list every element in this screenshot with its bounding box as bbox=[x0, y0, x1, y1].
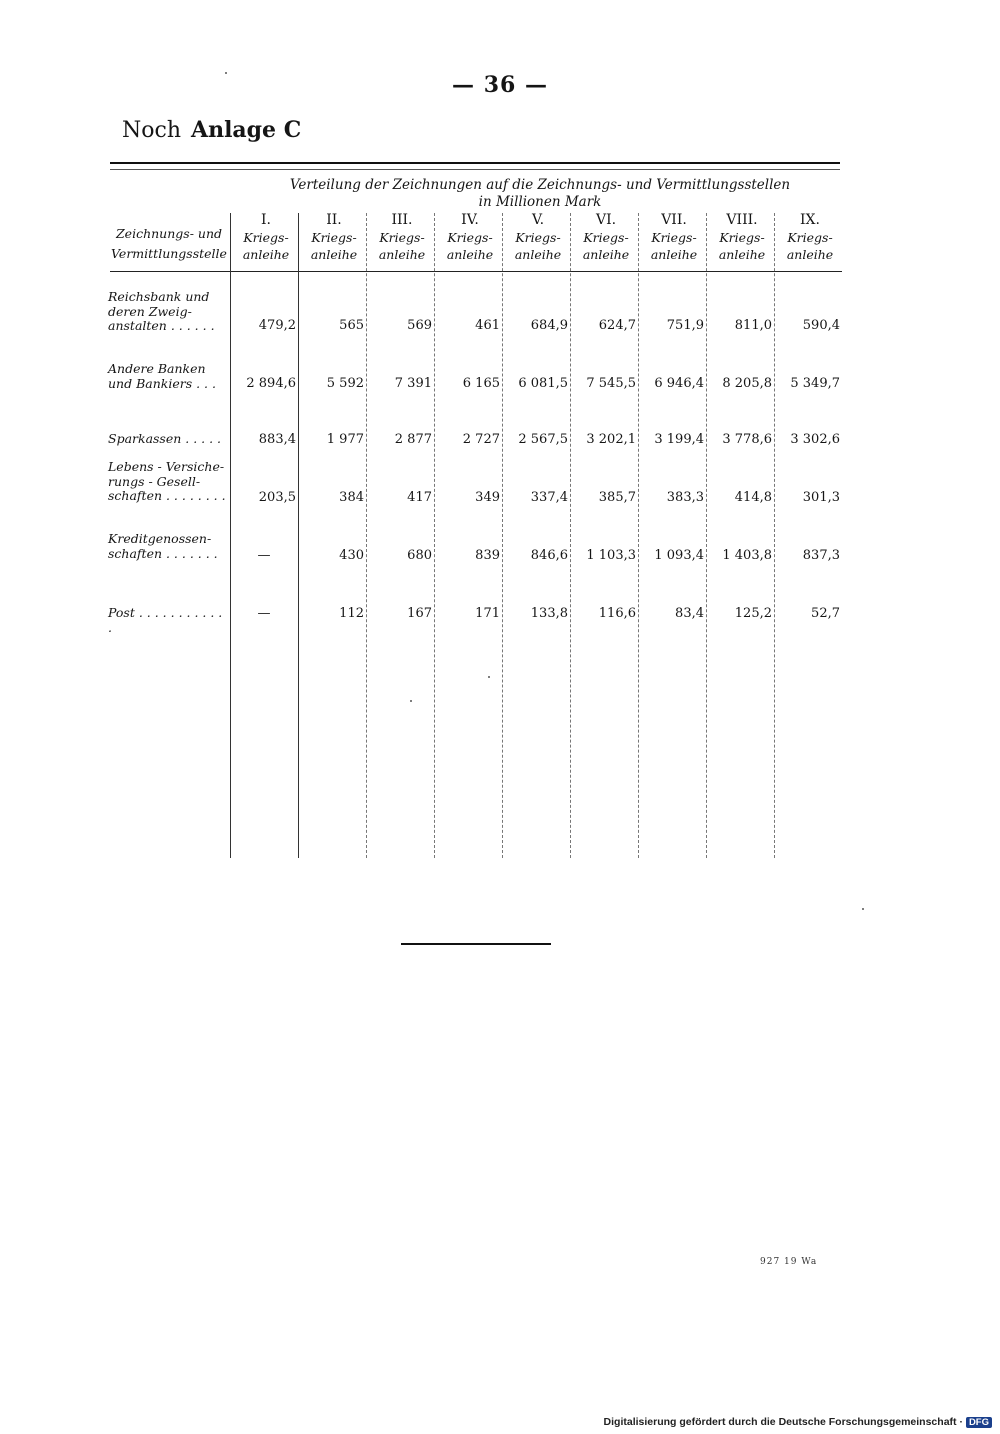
table-caption-line1: Verteilung der Zeichnungen auf die Zeichnungs- und Vermittlungsstellen bbox=[289, 177, 791, 193]
column-header-num: IV. bbox=[461, 212, 479, 228]
table-cell: 125,2 bbox=[734, 606, 772, 621]
table-cell: 751,9 bbox=[666, 318, 704, 333]
table-cell: 167 bbox=[407, 606, 432, 621]
table-cell: 846,6 bbox=[530, 548, 568, 563]
column-header-line2: anleihe bbox=[310, 247, 358, 262]
table-cell: 565 bbox=[339, 318, 364, 333]
table-cell: 3 199,4 bbox=[654, 432, 704, 447]
row-label-line: anstalten . . . . . . bbox=[108, 318, 215, 333]
column-header-line1: Kriegs- bbox=[651, 230, 697, 245]
table-cell: 3 778,6 bbox=[722, 432, 772, 447]
table-cell: 883,4 bbox=[258, 432, 296, 447]
table-cell: — bbox=[257, 606, 271, 621]
digitization-credit bbox=[604, 1416, 992, 1428]
row-label bbox=[108, 290, 226, 334]
column-divider bbox=[774, 213, 775, 858]
table-cell: 2 894,6 bbox=[246, 376, 296, 391]
printer-mark: 927 19 Wa bbox=[760, 1257, 818, 1267]
table-cell: 112 bbox=[339, 606, 364, 621]
row-header-label bbox=[108, 224, 230, 264]
section-heading bbox=[122, 117, 301, 143]
row-label-line: Reichsbank und bbox=[108, 289, 210, 304]
column-header bbox=[368, 212, 436, 263]
table-cell: 1 977 bbox=[326, 432, 364, 447]
table-cell: 6 165 bbox=[462, 376, 500, 391]
row-label bbox=[108, 432, 226, 447]
row-label bbox=[108, 460, 226, 504]
table-cell: 301,3 bbox=[802, 490, 840, 505]
column-header-num: I. bbox=[261, 212, 271, 228]
table-cell: 171 bbox=[475, 606, 500, 621]
column-header bbox=[776, 212, 844, 263]
column-header-line1: Kriegs- bbox=[311, 230, 357, 245]
page-number: — 36 — bbox=[452, 72, 548, 98]
table-cell: 837,3 bbox=[802, 548, 840, 563]
row-label-line: Post . . . . . . . . . . . . bbox=[108, 605, 223, 635]
row-label-line: Andere Banken bbox=[108, 361, 206, 376]
table-cell: 430 bbox=[339, 548, 364, 563]
table-cell: 479,2 bbox=[258, 318, 296, 333]
table-cell: 569 bbox=[407, 318, 432, 333]
table-cell: 1 403,8 bbox=[722, 548, 772, 563]
table-cell: 1 103,3 bbox=[586, 548, 636, 563]
column-header bbox=[504, 212, 572, 263]
table-cell: 6 946,4 bbox=[654, 376, 704, 391]
row-label bbox=[108, 362, 226, 391]
column-header-num: IX. bbox=[800, 212, 820, 228]
heading-prefix: Noch bbox=[122, 118, 181, 143]
table-top-rule-thin bbox=[110, 169, 840, 170]
column-divider bbox=[298, 213, 299, 858]
table-cell: 684,9 bbox=[530, 318, 568, 333]
paper-speck bbox=[410, 700, 412, 702]
column-header bbox=[640, 212, 708, 263]
column-divider bbox=[706, 213, 707, 858]
table-cell: 1 093,4 bbox=[654, 548, 704, 563]
row-header-line1: Zeichnungs- und bbox=[116, 226, 222, 241]
table-cell: 461 bbox=[475, 318, 500, 333]
table-cell: 203,5 bbox=[258, 490, 296, 505]
column-header bbox=[572, 212, 640, 263]
table-cell: 2 877 bbox=[394, 432, 432, 447]
column-divider bbox=[230, 213, 231, 858]
column-header-line2: anleihe bbox=[786, 247, 834, 262]
table-cell: 590,4 bbox=[802, 318, 840, 333]
column-header-line2: anleihe bbox=[378, 247, 426, 262]
credit-text: Digitalisierung gefördert durch die Deutsche Forschungsgemeinschaft · bbox=[603, 1416, 963, 1428]
column-header-num: III. bbox=[391, 212, 413, 228]
column-header-num: VI. bbox=[595, 212, 617, 228]
table-cell: 3 202,1 bbox=[586, 432, 636, 447]
row-label-line: Lebens - Versiche- bbox=[108, 459, 225, 474]
table-caption-line2: in Millionen Mark bbox=[478, 194, 602, 210]
column-header-line1: Kriegs- bbox=[583, 230, 629, 245]
column-header-line2: anleihe bbox=[582, 247, 630, 262]
table-cell: 3 302,6 bbox=[790, 432, 840, 447]
column-header-line1: Kriegs- bbox=[243, 230, 289, 245]
table-cell: 5 592 bbox=[326, 376, 364, 391]
table-cell: 2 727 bbox=[462, 432, 500, 447]
table-cell: — bbox=[257, 548, 271, 563]
table-cell: 83,4 bbox=[675, 606, 704, 621]
table-cell: 811,0 bbox=[734, 318, 772, 333]
paper-speck bbox=[225, 72, 227, 74]
table-cell: 6 081,5 bbox=[518, 376, 568, 391]
table-cell: 417 bbox=[407, 490, 432, 505]
table-cell: 383,3 bbox=[666, 490, 704, 505]
table-cell: 680 bbox=[407, 548, 432, 563]
column-header-line2: anleihe bbox=[242, 247, 290, 262]
column-header-num: II. bbox=[326, 212, 342, 228]
column-divider bbox=[366, 213, 367, 858]
table-cell: 337,4 bbox=[530, 490, 568, 505]
column-header-line1: Kriegs- bbox=[719, 230, 765, 245]
row-label-line: Sparkassen . . . . . bbox=[108, 431, 222, 446]
table-top-rule bbox=[110, 162, 840, 164]
column-header-line2: anleihe bbox=[650, 247, 698, 262]
column-divider bbox=[570, 213, 571, 858]
row-label-line: schaften . . . . . . . bbox=[108, 545, 218, 561]
column-header-num: V. bbox=[531, 212, 545, 228]
table-cell: 414,8 bbox=[734, 490, 772, 505]
table-cell: 5 349,7 bbox=[790, 376, 840, 391]
column-header-line1: Kriegs- bbox=[447, 230, 493, 245]
column-header-line2: anleihe bbox=[718, 247, 766, 262]
table-cell: 385,7 bbox=[598, 490, 636, 505]
row-label-line: rungs - Gesell- bbox=[108, 473, 201, 489]
table-cell: 7 545,5 bbox=[586, 376, 636, 391]
table-cell: 8 205,8 bbox=[722, 376, 772, 391]
column-header-line2: anleihe bbox=[446, 247, 494, 262]
column-header bbox=[232, 212, 300, 263]
column-header-line1: Kriegs- bbox=[379, 230, 425, 245]
column-header bbox=[436, 212, 504, 263]
paper-speck bbox=[488, 676, 490, 678]
column-header-num: VII. bbox=[661, 212, 687, 228]
closing-rule bbox=[401, 943, 551, 945]
row-label bbox=[108, 532, 226, 561]
column-divider bbox=[638, 213, 639, 858]
dfg-logo-badge: DFG bbox=[966, 1417, 992, 1428]
column-header bbox=[708, 212, 776, 263]
table-cell: 116,6 bbox=[598, 606, 636, 621]
table-caption bbox=[235, 177, 845, 211]
row-header-line2: Vermittlungsstelle bbox=[111, 246, 227, 261]
paper-speck bbox=[862, 908, 864, 910]
header-rule bbox=[110, 271, 842, 272]
table-cell: 384 bbox=[339, 490, 364, 505]
row-label-line: deren Zweig- bbox=[108, 303, 192, 319]
table-cell: 2 567,5 bbox=[518, 432, 568, 447]
column-header-line2: anleihe bbox=[514, 247, 562, 262]
column-header-num: VIII. bbox=[726, 212, 758, 228]
column-header-line1: Kriegs- bbox=[787, 230, 833, 245]
column-divider bbox=[434, 213, 435, 858]
row-label-line: Kreditgenossen- bbox=[108, 531, 212, 546]
table-cell: 133,8 bbox=[530, 606, 568, 621]
row-label-line: und Bankiers . . . bbox=[108, 375, 216, 391]
row-label-line: schaften . . . . . . . . bbox=[108, 488, 226, 503]
table-cell: 839 bbox=[475, 548, 500, 563]
row-label bbox=[108, 606, 226, 635]
table-cell: 624,7 bbox=[598, 318, 636, 333]
table-cell: 7 391 bbox=[394, 376, 432, 391]
table-cell: 349 bbox=[475, 490, 500, 505]
column-header-line1: Kriegs- bbox=[515, 230, 561, 245]
table-cell: 52,7 bbox=[811, 606, 840, 621]
column-header bbox=[300, 212, 368, 263]
heading-title: Anlage C bbox=[191, 117, 302, 143]
column-divider bbox=[502, 213, 503, 858]
